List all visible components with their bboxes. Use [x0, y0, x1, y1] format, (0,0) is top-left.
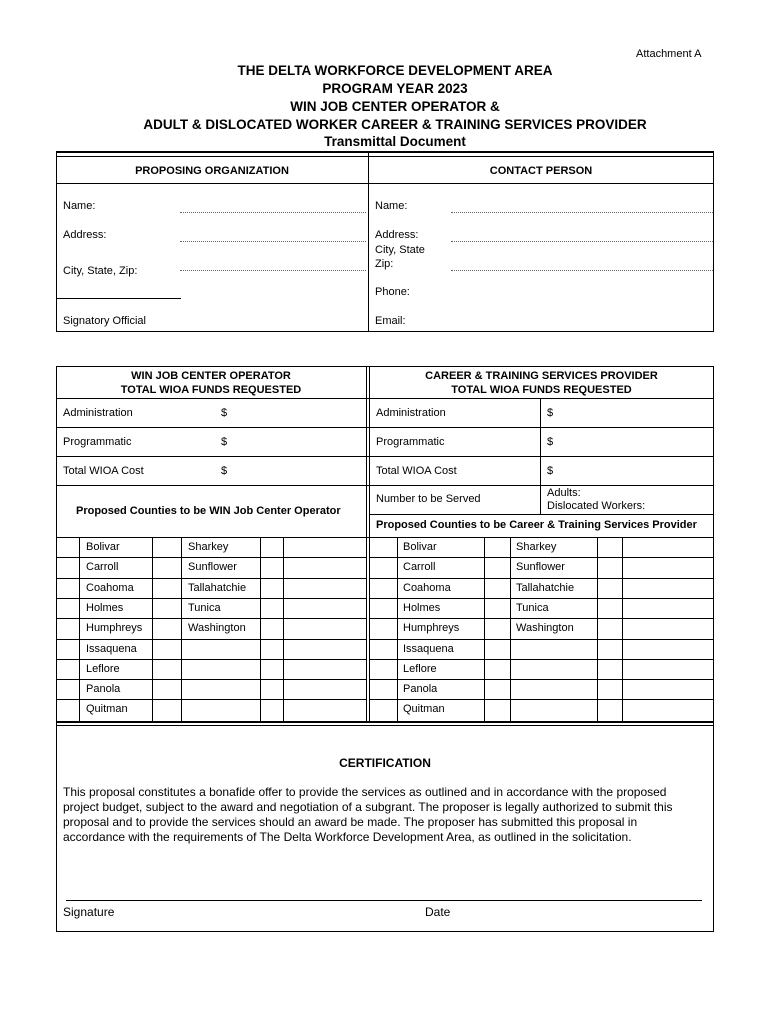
county-row-rule: [56, 598, 367, 599]
win-programmatic-value[interactable]: $: [221, 436, 228, 448]
cts-county-quitman: Quitman: [403, 703, 445, 715]
county-row-rule: [56, 578, 367, 579]
win-county-sharkey: Sharkey: [188, 541, 229, 553]
org-heading: PROPOSING ORGANIZATION: [135, 165, 289, 177]
cts-county-carroll: Carroll: [403, 561, 436, 573]
cts-checkbox-coahoma[interactable]: [370, 578, 397, 598]
win-checkbox-holmes[interactable]: [57, 598, 79, 618]
county-row-rule: [56, 659, 367, 660]
cts-checkbox-washington[interactable]: [485, 618, 510, 638]
county-row-rule: [56, 618, 367, 619]
win-admin-label: Administration: [63, 407, 133, 419]
county-column-rule: [397, 537, 398, 721]
win-county-holmes: Holmes: [86, 602, 124, 614]
county-row-rule: [370, 618, 714, 619]
dislocated-field[interactable]: Dislocated Workers:: [547, 500, 646, 512]
win-checkbox-washington[interactable]: [153, 618, 181, 638]
cts-heading-2: TOTAL WIOA FUNDS REQUESTED: [451, 384, 632, 396]
signature-label: Signature: [63, 905, 115, 919]
win-heading-1: WIN JOB CENTER OPERATOR: [131, 370, 291, 382]
win-checkbox-panola[interactable]: [57, 679, 79, 699]
win-total-value[interactable]: $: [221, 465, 228, 477]
county-row-rule: [56, 557, 367, 558]
cts-total-label: Total WIOA Cost: [376, 465, 457, 477]
win-counties-title: Proposed Counties to be WIN Job Center Operator: [76, 505, 341, 517]
win-checkbox-coahoma[interactable]: [57, 578, 79, 598]
contact-address-field[interactable]: [451, 241, 713, 242]
county-row-rule: [370, 639, 714, 640]
contact-phone-label: Phone:: [375, 286, 410, 298]
cts-checkbox-sunflower[interactable]: [485, 557, 510, 577]
win-checkbox-leflore[interactable]: [57, 659, 79, 679]
cts-county-holmes: Holmes: [403, 602, 441, 614]
cts-county-issaquena: Issaquena: [403, 643, 454, 655]
contact-name-field[interactable]: [451, 212, 713, 213]
county-row-rule: [56, 639, 367, 640]
county-row-rule: [56, 699, 367, 700]
title-line-2: PROGRAM YEAR 2023: [322, 81, 468, 96]
county-row-rule: [370, 699, 714, 700]
win-checkbox-tallahatchie[interactable]: [153, 578, 181, 598]
cts-checkbox-quitman[interactable]: [370, 699, 397, 719]
county-row-rule: [370, 557, 714, 558]
cts-county-bolivar: Bolivar: [403, 541, 437, 553]
cts-counties-title: Proposed Counties to be Career & Training Services Provider: [376, 519, 697, 531]
win-county-panola: Panola: [86, 683, 121, 695]
win-county-tallahatchie: Tallahatchie: [188, 582, 247, 594]
org-name-label: Name:: [63, 200, 96, 212]
win-county-leflore: Leflore: [86, 663, 120, 675]
county-row-rule: [370, 659, 714, 660]
certification-line-3: proposal and to provide the services should an award be made. The proposer has submitted this proposal in: [63, 815, 638, 829]
cts-county-leflore: Leflore: [403, 663, 437, 675]
win-checkbox-quitman[interactable]: [57, 699, 79, 719]
org-city-label: City, State, Zip:: [63, 265, 138, 277]
title-line-5: Transmittal Document: [324, 134, 466, 149]
win-total-label: Total WIOA Cost: [63, 465, 144, 477]
signatory-label: Signatory Official: [63, 315, 146, 327]
win-admin-value[interactable]: $: [221, 407, 228, 419]
cts-checkbox-tallahatchie[interactable]: [485, 578, 510, 598]
signature-line[interactable]: [66, 900, 702, 901]
county-column-rule: [283, 537, 284, 721]
win-checkbox-sunflower[interactable]: [153, 557, 181, 577]
title-line-4: ADULT & DISLOCATED WORKER CAREER & TRAINING SERVICES PROVIDER: [143, 117, 647, 132]
title-line-1: THE DELTA WORKFORCE DEVELOPMENT AREA: [237, 63, 553, 78]
contact-name-label: Name:: [375, 200, 408, 212]
cts-checkbox-bolivar[interactable]: [370, 537, 397, 557]
cts-county-coahoma: Coahoma: [403, 582, 451, 594]
cts-checkbox-leflore[interactable]: [370, 659, 397, 679]
win-county-bolivar: Bolivar: [86, 541, 120, 553]
cts-checkbox-holmes[interactable]: [370, 598, 397, 618]
win-checkbox-humphreys[interactable]: [57, 618, 79, 638]
certification-text: [63, 785, 673, 845]
win-county-tunica: Tunica: [188, 602, 221, 614]
org-name-field[interactable]: [180, 212, 366, 213]
win-county-humphreys: Humphreys: [86, 622, 143, 634]
org-address-label: Address:: [63, 229, 107, 241]
cts-county-humphreys: Humphreys: [403, 622, 460, 634]
title-line-3: WIN JOB CENTER OPERATOR &: [290, 99, 500, 114]
win-county-quitman: Quitman: [86, 703, 128, 715]
org-address-field[interactable]: [180, 241, 366, 242]
contact-heading: CONTACT PERSON: [489, 165, 593, 177]
contact-email-label: Email:: [375, 315, 406, 327]
cts-programmatic-value[interactable]: $: [547, 436, 554, 448]
date-label: Date: [425, 905, 451, 919]
county-row-rule: [56, 679, 367, 680]
county-row-rule: [370, 598, 714, 599]
cts-checkbox-panola[interactable]: [370, 679, 397, 699]
county-column-rule: [260, 537, 261, 721]
cts-checkbox-issaquena[interactable]: [370, 639, 397, 659]
cts-county-tallahatchie: Tallahatchie: [516, 582, 575, 594]
certification-title: CERTIFICATION: [339, 756, 431, 770]
county-column-rule: [597, 537, 598, 721]
win-heading-2: TOTAL WIOA FUNDS REQUESTED: [120, 384, 302, 396]
win-checkbox-bolivar[interactable]: [57, 537, 79, 557]
win-checkbox-tunica[interactable]: [153, 598, 181, 618]
certification-line-4: accordance with the requirements of The Delta Workforce Development Area, as outlined in the solicitation.: [63, 830, 632, 844]
win-checkbox-issaquena[interactable]: [57, 639, 79, 659]
win-county-issaquena: Issaquena: [86, 643, 137, 655]
county-column-rule: [510, 537, 511, 721]
certification-line-1: This proposal constitutes a bonafide offer to provide the services as outlined and in accordance with the proposed: [63, 785, 667, 799]
org-city-field[interactable]: [180, 270, 366, 271]
cts-heading-1: CAREER & TRAINING SERVICES PROVIDER: [425, 370, 658, 382]
cts-county-washington: Washington: [516, 622, 574, 634]
cts-county-sunflower: Sunflower: [516, 561, 565, 573]
county-column-rule: [181, 537, 182, 721]
cts-county-tunica: Tunica: [516, 602, 549, 614]
cts-total-value[interactable]: $: [547, 465, 554, 477]
cts-checkbox-tunica[interactable]: [485, 598, 510, 618]
win-county-washington: Washington: [188, 622, 246, 634]
contact-city-field[interactable]: [451, 270, 713, 271]
cts-admin-value[interactable]: $: [547, 407, 554, 419]
win-programmatic-label: Programmatic: [63, 436, 132, 448]
cts-checkbox-carroll[interactable]: [370, 557, 397, 577]
attachment-label: Attachment A: [636, 48, 702, 60]
cts-checkbox-humphreys[interactable]: [370, 618, 397, 638]
win-county-sunflower: Sunflower: [188, 561, 237, 573]
county-column-rule: [622, 537, 623, 721]
win-checkbox-sharkey[interactable]: [153, 537, 181, 557]
win-checkbox-carroll[interactable]: [57, 557, 79, 577]
adults-field[interactable]: Adults:: [547, 487, 581, 499]
cts-county-panola: Panola: [403, 683, 438, 695]
contact-city-label: City, State: [375, 244, 425, 256]
signatory-line[interactable]: [56, 298, 181, 299]
win-county-coahoma: Coahoma: [86, 582, 134, 594]
served-label: Number to be Served: [376, 493, 481, 505]
certification-line-2: project budget, subject to the award and negotiation of a subgrant. The proposer is legally authorized to submit this: [63, 800, 673, 814]
win-county-carroll: Carroll: [86, 561, 119, 573]
county-row-rule: [370, 578, 714, 579]
cts-programmatic-label: Programmatic: [376, 436, 445, 448]
cts-checkbox-sharkey[interactable]: [485, 537, 510, 557]
county-row-rule: [370, 679, 714, 680]
county-column-rule: [79, 537, 80, 721]
contact-zip-label: Zip:: [375, 258, 394, 270]
cts-county-sharkey: Sharkey: [516, 541, 557, 553]
contact-address-label: Address:: [375, 229, 419, 241]
cts-admin-label: Administration: [376, 407, 446, 419]
